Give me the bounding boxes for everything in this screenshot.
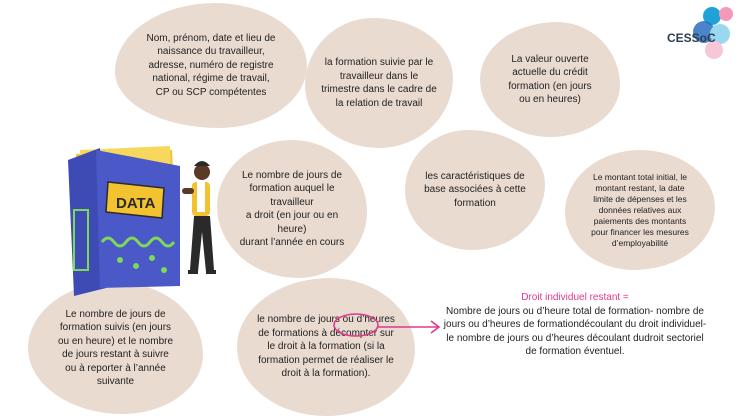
text-line: - le nombre de jours ou d’heures découlant du <box>446 319 707 344</box>
text-line: Le nombre de jours de <box>65 308 166 320</box>
text-line: droit à la formation). <box>281 368 371 380</box>
bubble-days-entitled <box>217 140 367 278</box>
text-line: formation suivis (en jours <box>59 322 172 333</box>
bubble-text <box>424 170 526 211</box>
text-line: adresse, numéro de registre <box>148 59 274 71</box>
text-line: droit sectoriel de formation éventuel. <box>525 332 704 357</box>
bubble-text <box>58 308 173 389</box>
highlight-circle-icon <box>334 314 378 336</box>
text-line: limite de dépenses et les <box>593 193 687 204</box>
text-line: ou en heures) <box>519 94 581 105</box>
info-lines <box>440 305 710 359</box>
text-line: actuelle du crédit <box>512 67 588 78</box>
text-line: La valeur ouverte <box>511 53 589 65</box>
text-line: formation auquel le travailleur <box>249 183 335 208</box>
text-line: la formation suivie par le <box>324 57 434 68</box>
data-folder-illustration <box>60 140 230 300</box>
text-line: Nombre de jours ou d’heure total de formation <box>446 305 651 317</box>
text-line: le nombre de jours ou d’heures <box>257 314 395 326</box>
text-line: le droit à la formation (si la <box>267 341 385 353</box>
text-line: base associées à cette <box>424 184 526 196</box>
text-line: national, régime de travail, <box>152 73 270 85</box>
text-line: Le montant total initial, le <box>592 171 687 182</box>
bubble-formation-followed <box>305 18 453 148</box>
bubble-days-followed <box>28 282 203 414</box>
text-line: formation (en jours <box>508 80 592 92</box>
logo-text: CESSoC <box>667 31 716 45</box>
remaining-right-info <box>440 291 710 359</box>
text-line: découlant du droit individuel <box>578 319 703 330</box>
text-line: trimestre dans le cadre de <box>321 84 437 95</box>
text-line: paiements des montants <box>593 215 687 226</box>
text-line: Nom, prénom, date et lieu de <box>146 32 276 44</box>
text-line: ou en heure) et le nombre <box>57 335 174 347</box>
text-line: pour financer les mesures <box>591 226 689 237</box>
text-line: CP ou SCP compétentes <box>155 86 267 98</box>
bubble-days-to-deduct <box>237 278 415 416</box>
text-line: la relation de travail <box>335 97 423 109</box>
text-line: formation <box>454 197 496 209</box>
info-title: Droit individuel restant = <box>521 292 629 303</box>
bubble-text <box>591 172 689 249</box>
text-line: suivante <box>96 376 135 387</box>
bubble-text <box>147 32 276 100</box>
bubble-characteristics <box>405 130 545 250</box>
bubble-identity <box>115 3 307 128</box>
text-line: Le nombre de jours de <box>241 169 343 181</box>
bubble-text <box>321 56 437 110</box>
text-line: - nombre de jours ou d’heures de formation <box>443 305 704 330</box>
text-line: naissance du travailleur, <box>157 46 265 58</box>
bubble-amounts <box>565 150 715 270</box>
folder-label: DATA <box>116 195 156 212</box>
text-line: travailleur dans le <box>339 70 419 82</box>
text-line: de formations à décompter sur <box>258 327 394 339</box>
text-line: de jours restant à suivre <box>62 349 169 360</box>
arrow-right-icon <box>340 315 450 345</box>
text-line: a droit (en jour ou en heure) <box>245 210 339 235</box>
bubble-credit-value <box>480 22 620 137</box>
text-line: montant restant, la date <box>595 182 685 193</box>
text-line: formation permet de réaliser le <box>258 354 394 366</box>
text-line: données relatives aux <box>598 204 682 215</box>
text-line: d’employabilité <box>611 237 669 248</box>
text-line: durant l’année en cours <box>239 237 345 248</box>
bubble-text <box>231 169 353 250</box>
text-line: ou à reporter à l’année <box>65 362 166 374</box>
bubble-text <box>508 53 591 107</box>
text-line: les caractéristiques de <box>425 170 525 182</box>
